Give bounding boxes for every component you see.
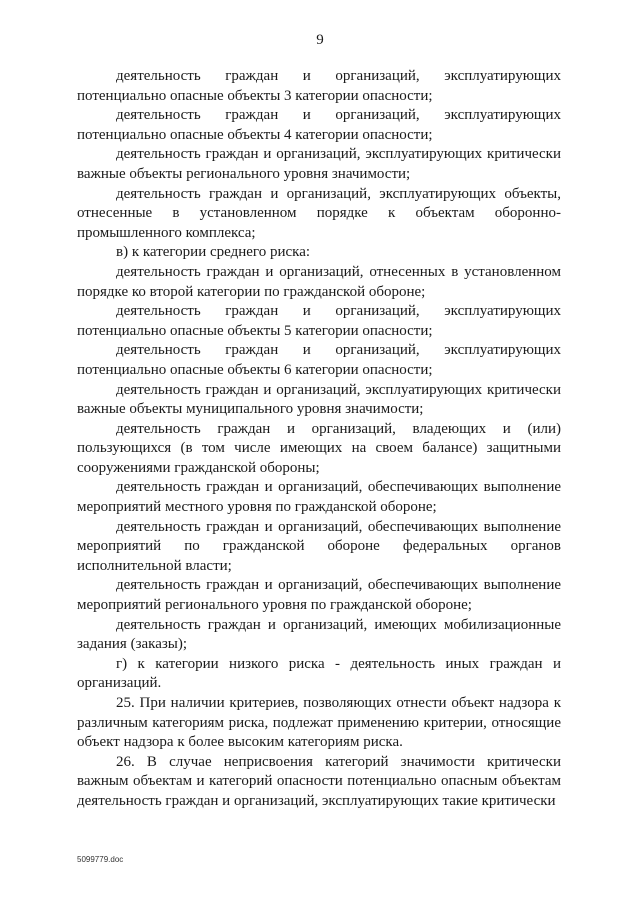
paragraph: деятельность граждан и организаций, отнесенных в установленном порядке ко второй категории по гражданской обороне; bbox=[77, 263, 561, 300]
paragraph: деятельность граждан и организаций, эксплуатирующих потенциально опасные объекты 3 категории опасности; bbox=[77, 68, 561, 104]
subsection-heading: г) к категории низкого риска - деятельность иных граждан и организаций. bbox=[77, 655, 561, 692]
paragraph: деятельность граждан и организаций, обеспечивающих выполнение мероприятий местного уровня по гражданской обороне; bbox=[77, 479, 561, 516]
numbered-clause: 25. При наличии критериев, позволяющих отнести объект надзора к различным категориям риска, подлежат применению критерии, относящие объект надзора к более высоким категориям риска. bbox=[77, 695, 561, 751]
paragraph: деятельность граждан и организаций, имеющих мобилизационные задания (заказы); bbox=[77, 616, 561, 653]
page-number: 9 bbox=[316, 32, 324, 48]
document-file-reference: 5099779.doc bbox=[77, 855, 124, 864]
paragraph: деятельность граждан и организаций, обеспечивающих выполнение мероприятий по гражданской обороне федеральных органов исполнительной власти; bbox=[77, 518, 561, 574]
paragraph: деятельность граждан и организаций, владеющих и (или) пользующихся (в том числе имеющих на своем балансе) защитными сооружениями гражданской обороны; bbox=[77, 420, 561, 476]
paragraph: деятельность граждан и организаций, эксплуатирующих потенциально опасные объекты 5 категории опасности; bbox=[77, 303, 561, 339]
paragraph: деятельность граждан и организаций, эксплуатирующих потенциально опасные объекты 6 категории опасности; bbox=[77, 342, 561, 378]
numbered-clause: 26. В случае неприсвоения категорий значимости критически важным объектам и категорий опасности потенциально опасным объектам деятельность граждан и организаций, эксплуатирующих такие критически bbox=[77, 753, 561, 809]
paragraph: деятельность граждан и организаций, эксплуатирующих объекты, отнесенные в установленном порядке к объектам оборонно-промышленного комплекса; bbox=[77, 185, 561, 241]
paragraph: деятельность граждан и организаций, эксплуатирующих критически важные объекты регионального уровня значимости; bbox=[77, 146, 561, 182]
document-body bbox=[77, 67, 561, 812]
paragraph: деятельность граждан и организаций, эксплуатирующих критически важные объекты муниципального уровня значимости; bbox=[77, 381, 561, 418]
paragraph: деятельность граждан и организаций, эксплуатирующих потенциально опасные объекты 4 категории опасности; bbox=[77, 107, 561, 143]
subsection-heading: в) к категории среднего риска: bbox=[116, 244, 311, 261]
paragraph: деятельность граждан и организаций, обеспечивающих выполнение мероприятий регионального уровня по гражданской обороне; bbox=[77, 577, 561, 614]
